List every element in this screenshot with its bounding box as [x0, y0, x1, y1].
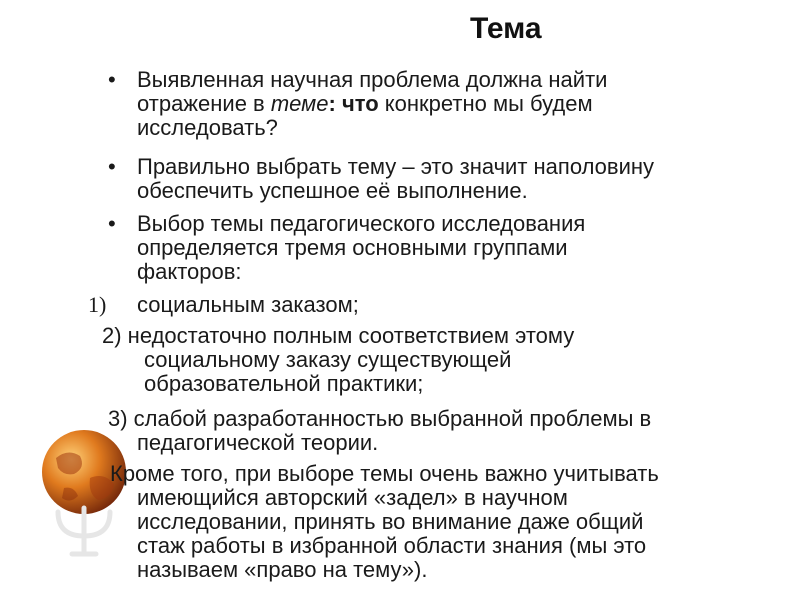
closing-paragraph	[110, 462, 659, 582]
factor-1-text: социальным заказом;	[137, 292, 359, 317]
factor-2-text	[102, 324, 574, 396]
factor-3-line-1: 3) слабой разработанностью выбранной проблемы в	[108, 406, 652, 431]
factor-3-line-2: педагогической теории.	[137, 430, 379, 455]
factor-3-text	[108, 407, 651, 455]
bullet-1-line-2-post: конкретно мы будем	[378, 91, 593, 116]
slide-title: Тема	[470, 12, 542, 45]
bullet-glyph: •	[108, 211, 116, 236]
bullet-3-text	[137, 212, 585, 284]
bullet-3-line-3: факторов:	[137, 259, 242, 284]
factor-2-line-1: 2) недостаточно полным соответствием этому	[102, 323, 575, 348]
bold-colon: :	[328, 91, 336, 116]
closing-line-4: стаж работы в избранной области знания (мы это	[137, 533, 647, 558]
closing-line-1: Кроме того, при выборе темы очень важно учитывать	[110, 461, 659, 486]
bold-word-what: что	[341, 91, 379, 116]
bullet-3-line-2: определяется тремя основными группами	[137, 235, 568, 260]
bullet-1-line-3: исследовать?	[137, 115, 278, 140]
closing-line-5: называем «право на тему»).	[137, 557, 428, 582]
closing-line-3: исследовании, принять во внимание даже общий	[137, 509, 644, 534]
factor-2-line-2: социальному заказу существующей	[144, 347, 512, 372]
closing-line-2: имеющийся авторский «задел» в научном	[137, 485, 568, 510]
bullet-2-line-2: обеспечить успешное её выполнение.	[137, 178, 528, 203]
bullet-glyph: •	[108, 154, 116, 179]
bullet-1-line-1: Выявленная научная проблема должна найти	[137, 67, 608, 92]
bullet-3-line-1: Выбор темы педагогического исследования	[137, 211, 586, 236]
bullet-2-line-1: Правильно выбрать тему – это значит наполовину	[137, 154, 655, 179]
bullet-2-text	[137, 155, 654, 203]
factor-2-line-3: образовательной практики;	[144, 371, 424, 396]
bullet-glyph: •	[108, 67, 116, 92]
factor-1-number: 1)	[88, 292, 107, 317]
bullet-1-line-2-pre: отражение в	[137, 91, 271, 116]
emphasis-word-theme: теме	[270, 91, 329, 116]
bullet-1-line-2	[137, 92, 607, 116]
bullet-1-text	[137, 68, 607, 140]
